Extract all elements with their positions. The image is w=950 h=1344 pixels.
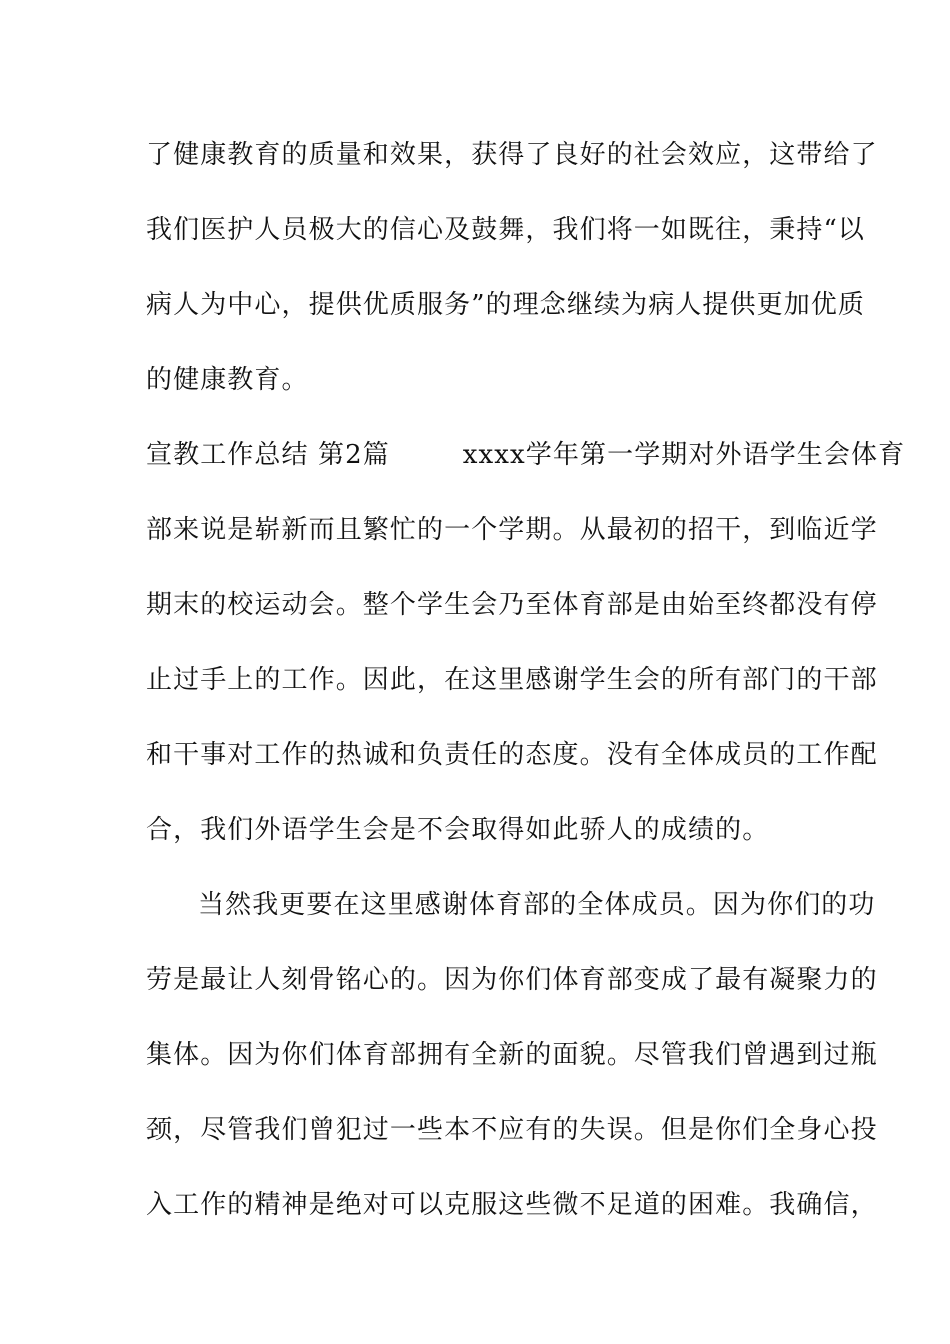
text-line: 集体。因为你们体育部拥有全新的面貌。尽管我们曾遇到过瓶 (146, 1040, 878, 1070)
section-heading-line: 宣教工作总结 第2篇 xxxx学年第一学期对外语学生会体育 (146, 440, 906, 470)
text-line: 和干事对工作的热诚和负责任的态度。没有全体成员的工作配 (146, 740, 878, 770)
text-line: 病人为中心，提供优质服务”的理念继续为病人提供更加优质 (146, 290, 865, 320)
paragraph-first-line: 当然我更要在这里感谢体育部的全体成员。因为你们的功 (198, 890, 876, 920)
text-line: 止过手上的工作。因此，在这里感谢学生会的所有部门的干部 (146, 665, 878, 695)
text-line: 劳是最让人刻骨铭心的。因为你们体育部变成了最有凝聚力的 (146, 965, 878, 995)
text-line: 我们医护人员极大的信心及鼓舞，我们将一如既往，秉持“以 (146, 215, 865, 245)
text-line: 颈，尽管我们曾犯过一些本不应有的失误。但是你们全身心投 (146, 1115, 878, 1145)
text-line: 了健康教育的质量和效果，获得了良好的社会效应，这带给了 (146, 140, 878, 170)
text-line: 的健康教育。 (146, 365, 309, 395)
text-line: 合，我们外语学生会是不会取得如此骄人的成绩的。 (146, 815, 770, 845)
text-line: 部来说是崭新而且繁忙的一个学期。从最初的招干，到临近学 (146, 515, 878, 545)
text-line: 期末的校运动会。整个学生会乃至体育部是由始至终都没有停 (146, 590, 878, 620)
text-line: 入工作的精神是绝对可以克服这些微不足道的困难。我确信， (146, 1190, 878, 1220)
